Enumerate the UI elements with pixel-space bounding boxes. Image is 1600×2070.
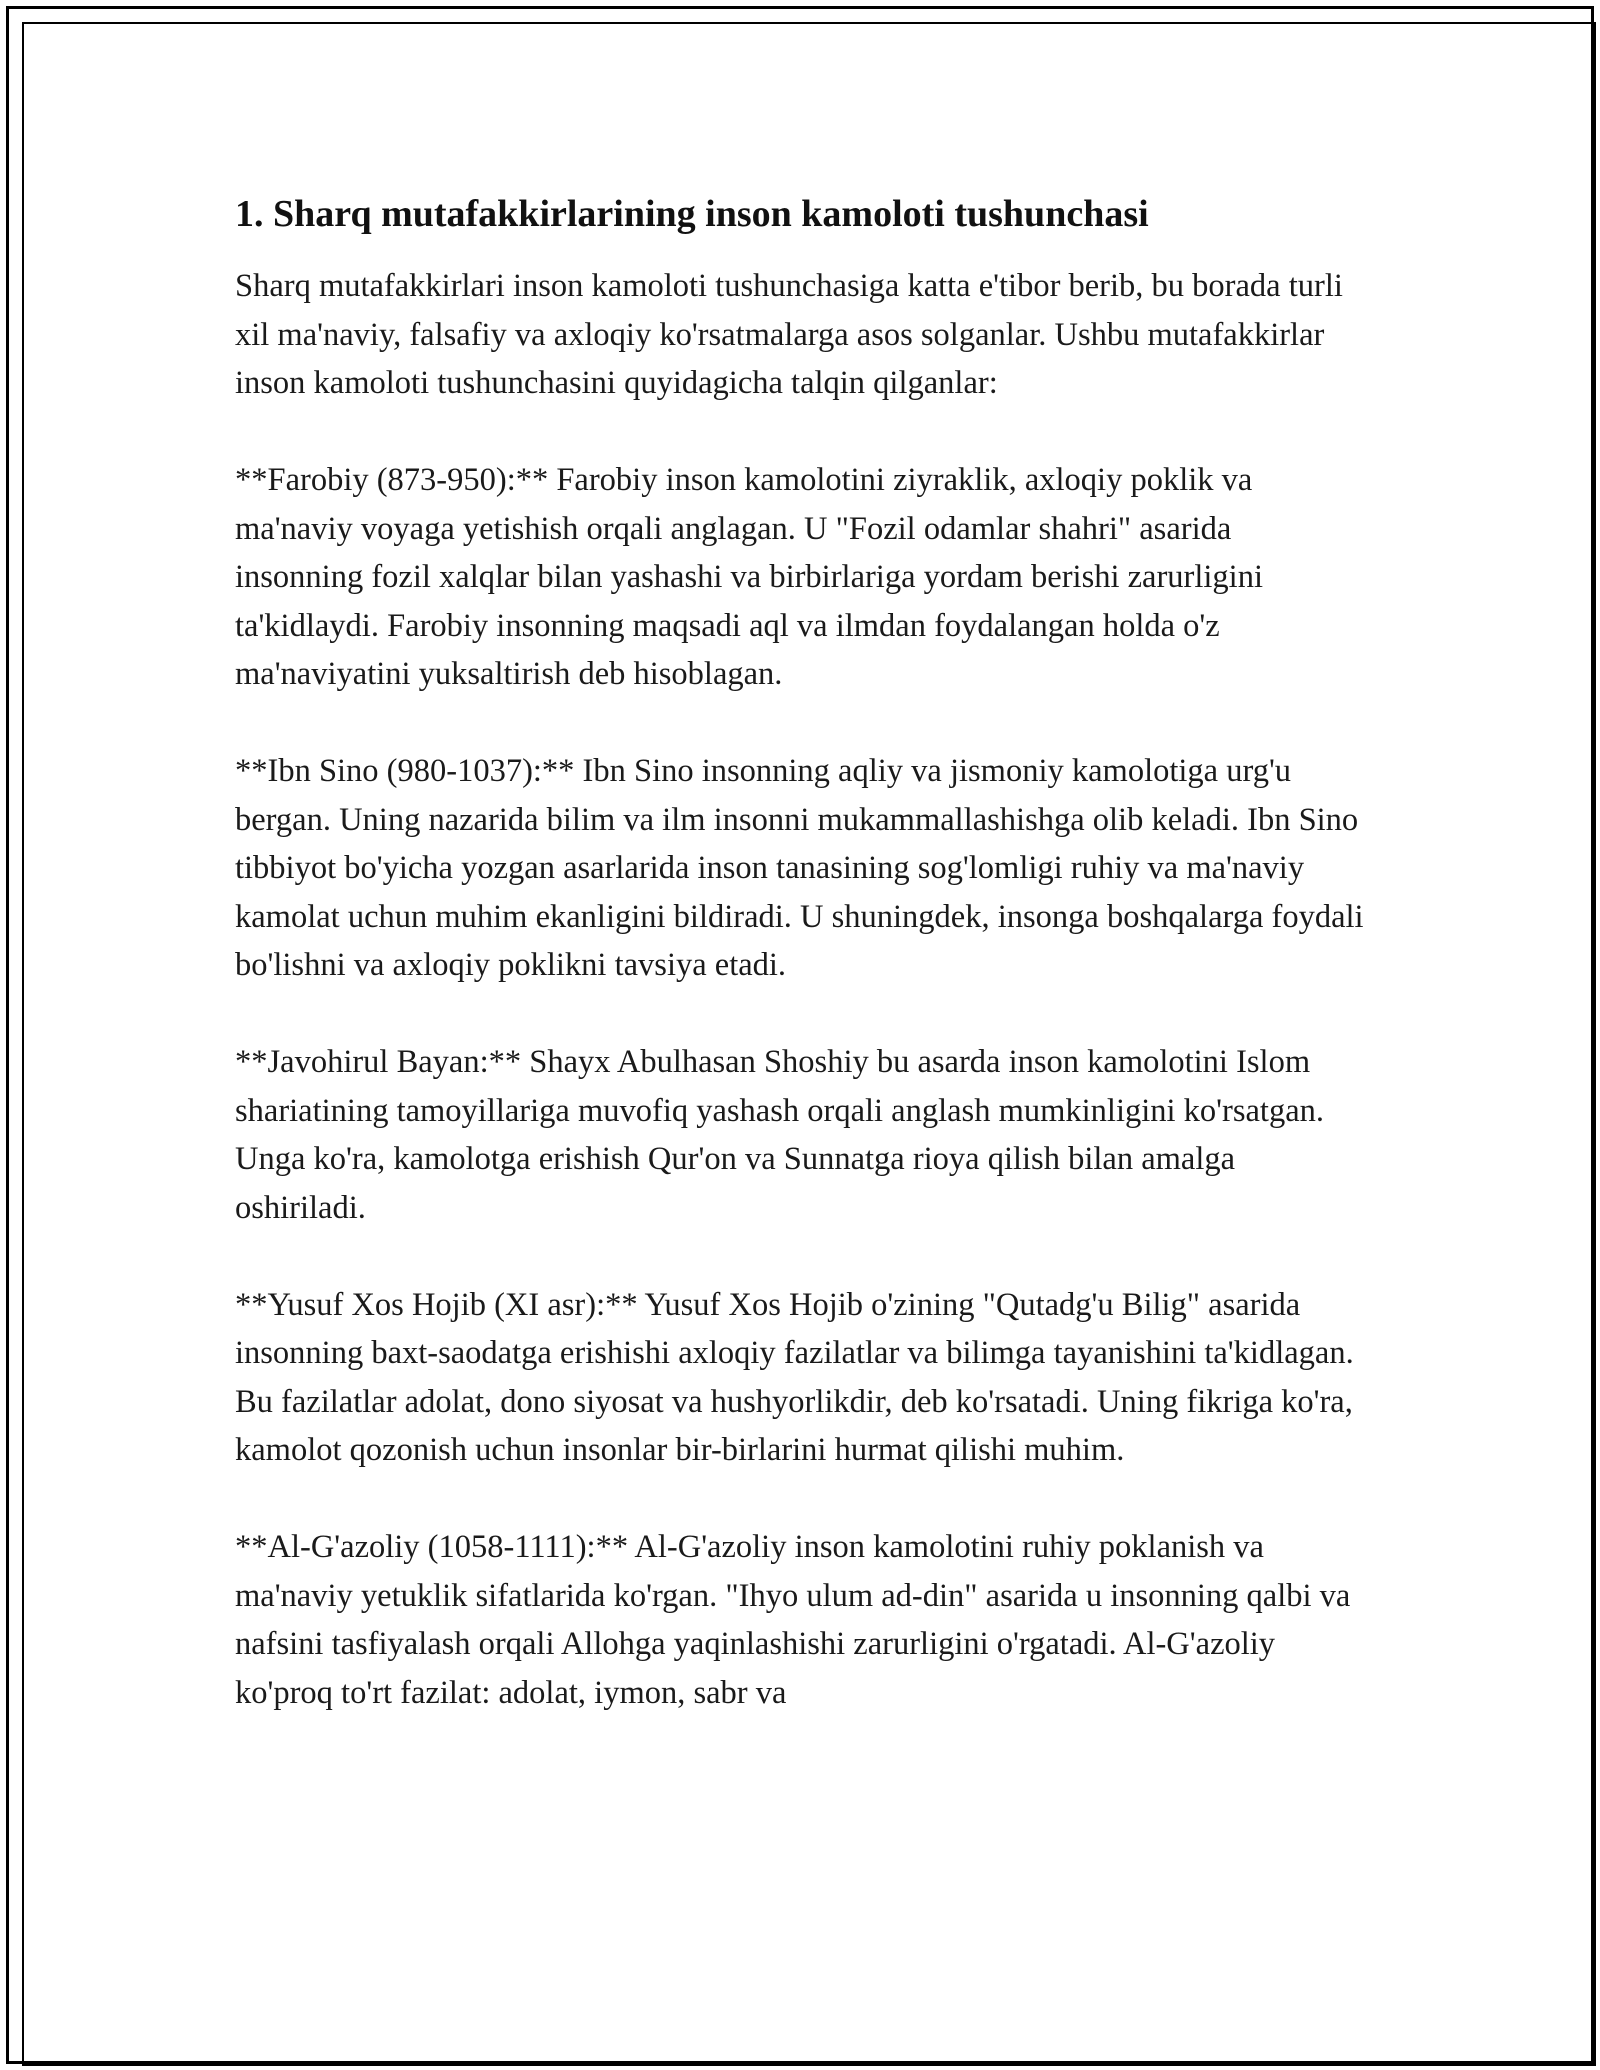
- yusuf-xos-hojib-paragraph: **Yusuf Xos Hojib (XI asr):** Yusuf Xos Hojib o'zining "Qutadg'u Bilig" asarida insonning baxt-saodatga erishishi axloqiy fazilatlar va bilimga tayanishini ta'kidlagan. Bu fazilatlar adolat, dono siyosat va hushyorlikdir, deb ko'rsatadi. Uning fikriga ko'ra, kamolot qozonish uchun insonlar bir-birlarini hurmat qilishi muhim.: [235, 1286, 1354, 1468]
- document-body: [235, 188, 1365, 1766]
- intro-paragraph: Sharq mutafakkirlari inson kamoloti tushunchasiga katta e'tibor berib, bu borada turli xil ma'naviy, falsafiy va axloqiy ko'rsatmalarga asos solganlar. Ushbu mutafakkirlar inson kamoloti tushunchasini quyidagicha talqin qilganlar:: [235, 268, 1343, 401]
- javohirul-bayan-paragraph: **Javohirul Bayan:** Shayx Abulhasan Shoshiy bu asarda inson kamolotini Islom shariatining tamoyillariga muvofiq yashash orqali anglash mumkinligini ko'rsatgan. Unga ko'ra, kamolotga erishish Qur'on va Sunnatga rioya qilish bilan amalga oshiriladi.: [235, 1044, 1324, 1226]
- al-gazoliy-paragraph: **Al-G'azoliy (1058-1111):** Al-G'azoliy inson kamolotini ruhiy poklanish va ma'naviy yetuklik sifatlarida ko'rgan. "Ihyo ulum ad-din" asarida u insonning qalbi va nafsini tasfiyalash orqali Allohga yaqinlashishi zarurligini o'rgatadi. Al-G'azoliy ko'proq to'rt fazilat: adolat, iymon, sabr va: [235, 1529, 1351, 1711]
- farobiy-paragraph: **Farobiy (873-950):** Farobiy inson kamolotini ziyraklik, axloqiy poklik va ma'naviy voyaga yetishish orqali anglagan. U "Fozil odamlar shahri" asarida insonning fozil xalqlar bilan yashashi va birbirlariga yordam berishi zarurligini ta'kidlaydi. Farobiy insonning maqsadi aql va ilmdan foydalangan holda o'z ma'naviyatini yuksaltirish deb hisoblagan.: [235, 462, 1263, 692]
- ibn-sino-paragraph: **Ibn Sino (980-1037):** Ibn Sino insonning aqliy va jismoniy kamolotiga urg'u bergan. Uning nazarida bilim va ilm insonni mukammallashishga olib keladi. Ibn Sino tibbiyot bo'yicha yozgan asarlarida inson tanasining sog'lomligi ruhiy va ma'naviy kamolat uchun muhim ekanligini bildiradi. U shuningdek, insonga boshqalarga foydali bo'lishni va axloqiy poklikni tavsiya etadi.: [235, 753, 1364, 983]
- section-heading: 1. Sharq mutafakkirlarining inson kamoloti tushunchasi: [235, 193, 1149, 235]
